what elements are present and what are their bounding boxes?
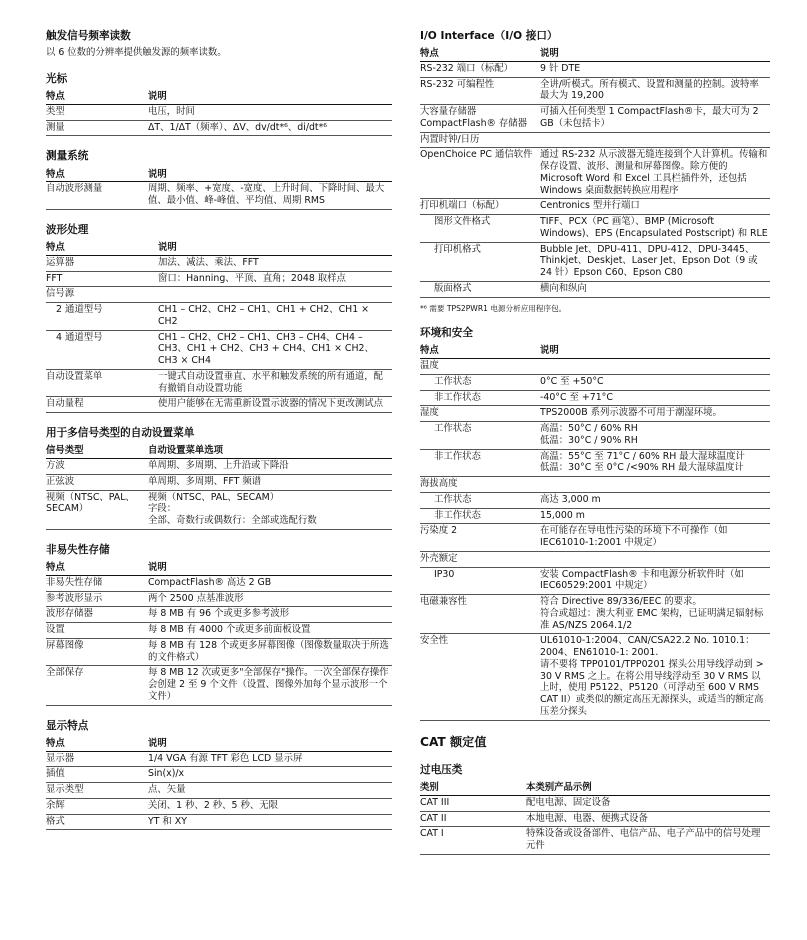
row-description: 可插入任何类型 1 CompactFlash®卡，最大可为 2 GB（未包括卡） xyxy=(540,105,770,133)
row-feature: RS-232 端口（标配） xyxy=(420,61,540,77)
footnote: *⁶ 需要 TPS2PWR1 电源分析应用程序包。 xyxy=(420,303,567,313)
column-header: 特点 xyxy=(46,90,148,104)
row-description: CH1 – CH2、CH2 – CH1、CH3 – CH4、CH4 – CH3、CH1 + CH2、CH3 + CH4、CH1 × CH2、CH3 × CH4 xyxy=(158,330,392,369)
table-row xyxy=(420,811,770,827)
row-description: 点、矢量 xyxy=(148,783,392,799)
row-description: TIFF、PCX（PC 画笔）、BMP (Microsoft Windows)、EPS (Encapsulated Postscript) 和 RLE xyxy=(540,215,770,243)
section-measure xyxy=(46,150,392,209)
right-column xyxy=(420,30,770,869)
row-feature: 波形存储器 xyxy=(46,607,148,623)
row-description: 高达 3,000 m xyxy=(540,492,770,508)
table-row xyxy=(420,132,770,148)
table-header xyxy=(420,781,770,795)
row-description: 0°C 至 +50°C xyxy=(540,374,770,390)
section-env xyxy=(420,327,770,720)
row-description: ΔT、1/ΔT（频率）、ΔV、dv/dt*⁶、di/dt*⁶ xyxy=(148,120,392,136)
row-description: YT 和 XY xyxy=(148,814,392,830)
row-feature: 参考波形显示 xyxy=(46,591,148,607)
table-row xyxy=(46,459,392,475)
section-title: 触发信号频率读数 xyxy=(46,30,131,42)
spec-table xyxy=(420,47,770,298)
row-feature: 测量 xyxy=(46,120,148,136)
table-row xyxy=(46,623,392,639)
table-header xyxy=(46,737,392,751)
row-description: CH1 – CH2、CH2 – CH1、CH1 + CH2、CH1 × CH2 xyxy=(158,303,392,331)
row-description: 15,000 m xyxy=(540,508,770,524)
row-feature: CAT II xyxy=(420,811,526,827)
column-header: 说明 xyxy=(148,561,392,575)
row-feature: FFT xyxy=(46,271,158,287)
section-display xyxy=(46,720,392,831)
table-row xyxy=(46,271,392,287)
table-row xyxy=(46,751,392,767)
table-row xyxy=(420,827,770,855)
row-feature: 打印机端口（标配） xyxy=(420,199,540,215)
table-row xyxy=(46,104,392,120)
row-feature: 显示类型 xyxy=(46,783,148,799)
table-row xyxy=(420,406,770,422)
row-description: 单周期、多周期、FFT 频谱 xyxy=(148,474,392,490)
table-header xyxy=(46,90,392,104)
section-title: 用于多信号类型的自动设置菜单 xyxy=(46,427,195,440)
row-feature: 类型 xyxy=(46,104,148,120)
row-description xyxy=(540,477,770,493)
row-feature: OpenChoice PC 通信软件 xyxy=(420,148,540,199)
table-row xyxy=(420,199,770,215)
table-row xyxy=(420,449,770,477)
row-feature: 湿度 xyxy=(420,406,540,422)
spec-table xyxy=(46,444,392,530)
column-header: 说明 xyxy=(148,737,392,751)
table-row xyxy=(46,474,392,490)
row-description: 配电电源、固定设备 xyxy=(526,795,770,811)
table-row xyxy=(46,798,392,814)
row-description: CompactFlash® 高达 2 GB xyxy=(148,575,392,591)
row-description: Sin(x)/x xyxy=(148,767,392,783)
table-header xyxy=(46,241,392,255)
row-feature: 非工作状态 xyxy=(420,508,540,524)
table-row xyxy=(46,591,392,607)
column-header: 说明 xyxy=(158,241,392,255)
row-description: 周期、频率、+宽度、-宽度、上升时间、下降时间、最大值、最小值、峰-峰值、平均值、周期 RMS xyxy=(148,182,392,210)
row-feature: 海拔高度 xyxy=(420,477,540,493)
row-description: 在可能存在导电性污染的环境下不可操作（如 IEC61010-1:2001 中规定） xyxy=(540,524,770,552)
row-feature: CAT III xyxy=(420,795,526,811)
column-header: 说明 xyxy=(148,168,392,182)
row-description: 一键式自动设置垂直、水平和触发系统的所有通道，配有撤销自动设置功能 xyxy=(158,369,392,397)
column-header: 特点 xyxy=(46,737,148,751)
row-feature: 全部保存 xyxy=(46,666,148,705)
row-description: 两个 2500 点基准波形 xyxy=(148,591,392,607)
section-title: I/O Interface（I/O 接口） xyxy=(420,30,558,42)
table-row xyxy=(420,551,770,567)
row-feature: 格式 xyxy=(46,814,148,830)
column-header: 特点 xyxy=(420,47,540,61)
table-row xyxy=(46,783,392,799)
row-description: 符合 Directive 89/336/EEC 的要求。 符合或超过：澳大利亚 EMC 架构，已证明满足辐射标准 AS/NZS 2064.1/2 xyxy=(540,595,770,634)
row-feature: 工作状态 xyxy=(420,374,540,390)
row-description: 每 8 MB 12 次或更多"全部保存"操作。一次全部保存操作会创建 2 至 9 个文件（设置、图像外加每个显示波形一个文件） xyxy=(148,666,392,705)
row-description: 每 8 MB 有 96 个或更多参考波形 xyxy=(148,607,392,623)
table-header xyxy=(420,47,770,61)
row-feature: 屏幕图像 xyxy=(46,638,148,666)
row-description: 通过 RS-232 从示波器无缝连接到个人计算机。传输和保存设置、波形、测量和屏幕图像。除方便的 Microsoft Word 和 Excel 工具栏插件外，还包括 Windows 桌面数据转换应用程序 xyxy=(540,148,770,199)
table-row xyxy=(420,148,770,199)
row-feature: 自动量程 xyxy=(46,397,158,413)
row-description: 窗口：Hanning、平顶、直角；2048 取样点 xyxy=(158,271,392,287)
column-header: 自动设置菜单选项 xyxy=(148,444,392,458)
table-row xyxy=(420,492,770,508)
table-row xyxy=(420,242,770,281)
table-row xyxy=(46,369,392,397)
row-feature: 温度 xyxy=(420,359,540,375)
row-feature: 污染度 2 xyxy=(420,524,540,552)
table-header xyxy=(46,561,392,575)
row-description: 使用户能够在无需重新设置示波器的情况下更改测试点 xyxy=(158,397,392,413)
section-title: 测量系统 xyxy=(46,150,89,163)
table-row xyxy=(420,795,770,811)
column-header: 信号类型 xyxy=(46,444,148,458)
table-row xyxy=(46,767,392,783)
table-row xyxy=(420,215,770,243)
row-feature: 非易失性存储 xyxy=(46,575,148,591)
table-row xyxy=(46,638,392,666)
table-row xyxy=(420,359,770,375)
row-feature: 版面格式 xyxy=(420,281,540,297)
row-feature: 大容量存储器 CompactFlash® 存储器 xyxy=(420,105,540,133)
row-feature: 方波 xyxy=(46,459,148,475)
table-row xyxy=(420,595,770,634)
section-cursors xyxy=(46,73,392,136)
section-title: 显示特点 xyxy=(46,719,89,732)
table-header xyxy=(46,168,392,182)
row-description: 每 8 MB 有 4000 个或更多前面板设置 xyxy=(148,623,392,639)
table-row xyxy=(420,390,770,406)
table-row xyxy=(420,281,770,297)
row-feature: 安全性 xyxy=(420,634,540,720)
section-cat xyxy=(420,735,770,750)
table-row xyxy=(420,422,770,450)
row-description: UL61010-1:2004、CAN/CSA22.2 No. 1010.1：2004、EN61010-1: 2001. 请不要将 TPP0101/TPP0201 探头公用导线浮动到 > 30 V RMS 之上。在将公用导线浮动至 30 V RMS 以上时，使用 P5122、P5120（可浮动至 600 V RMS CAT II）或类似的额定高压无源探头，或适当的额定高压差分探头 xyxy=(540,634,770,720)
section-io xyxy=(420,30,770,313)
table-row xyxy=(46,255,392,271)
row-description: 横向和纵向 xyxy=(540,281,770,297)
table-row xyxy=(46,330,392,369)
spec-table xyxy=(46,168,392,210)
column-header: 类别 xyxy=(420,781,526,795)
row-description xyxy=(158,287,392,303)
section-title: 过电压类 xyxy=(420,763,463,776)
table-row xyxy=(420,105,770,133)
row-feature: 非工作状态 xyxy=(420,390,540,406)
section-title: CAT 额定值 xyxy=(420,734,487,749)
row-description: 高温：55°C 至 71°C / 60% RH 最大湿球温度计 低温：30°C 至 0°C /<90% RH 最大湿球温度计 xyxy=(540,449,770,477)
row-description: Bubble Jet、DPU-411、DPU-412、DPU-3445、Thinkjet、Deskjet、Laser Jet、Epson Dot（9 或 24 针）Epson C60、Epson C80 xyxy=(540,242,770,281)
column-header: 特点 xyxy=(46,241,158,255)
column-header: 本类别产品示例 xyxy=(526,781,770,795)
row-description: Centronics 型并行端口 xyxy=(540,199,770,215)
section-overvolt xyxy=(420,764,770,855)
row-description: 9 针 DTE xyxy=(540,61,770,77)
row-description: -40°C 至 +71°C xyxy=(540,390,770,406)
table-row xyxy=(46,575,392,591)
row-description: 视频（NTSC、PAL、SECAM） 字段： 全部、奇数行或偶数行：全部或选配行数 xyxy=(148,490,392,529)
spec-table xyxy=(420,781,770,855)
row-feature: 工作状态 xyxy=(420,492,540,508)
row-description: 特殊设备或设备部件、电信产品、电子产品中的信号处理元件 xyxy=(526,827,770,855)
section-wave xyxy=(46,224,392,413)
left-column xyxy=(46,30,392,844)
table-row xyxy=(420,634,770,720)
row-feature: 设置 xyxy=(46,623,148,639)
row-feature: 外壳额定 xyxy=(420,551,540,567)
row-description: TPS2000B 系列示波器不可用于潮湿环境。 xyxy=(540,406,770,422)
table-row xyxy=(46,182,392,210)
row-description: 高温：50°C / 60% RH 低温：30°C / 90% RH xyxy=(540,422,770,450)
spec-table xyxy=(46,737,392,831)
row-description: 每 8 MB 有 128 个或更多屏幕图像（图像数量取决于所选的文件格式） xyxy=(148,638,392,666)
row-description xyxy=(540,551,770,567)
column-header: 说明 xyxy=(540,47,770,61)
row-description xyxy=(540,132,770,148)
table-row xyxy=(46,303,392,331)
row-description: 单周期、多周期、上升沿或下降沿 xyxy=(148,459,392,475)
row-description: 电压，时间 xyxy=(148,104,392,120)
table-row xyxy=(46,287,392,303)
section-title: 环境和安全 xyxy=(420,327,473,340)
row-feature: IP30 xyxy=(420,567,540,595)
table-row xyxy=(420,567,770,595)
column-header: 说明 xyxy=(148,90,392,104)
row-feature: 自动设置菜单 xyxy=(46,369,158,397)
spec-table xyxy=(46,90,392,136)
section-title: 光标 xyxy=(46,72,68,85)
table-row xyxy=(420,61,770,77)
row-description: 关闭、1 秒、2 秒、5 秒、无限 xyxy=(148,798,392,814)
row-feature: 插值 xyxy=(46,767,148,783)
row-feature: 电磁兼容性 xyxy=(420,595,540,634)
table-header xyxy=(420,344,770,358)
table-row xyxy=(46,397,392,413)
table-row xyxy=(420,374,770,390)
section-title: 非易失性存储 xyxy=(46,543,110,556)
spec-table xyxy=(420,344,770,720)
section-autoset xyxy=(46,427,392,530)
column-header: 说明 xyxy=(540,344,770,358)
table-row xyxy=(46,607,392,623)
column-header: 特点 xyxy=(420,344,540,358)
row-feature: 信号源 xyxy=(46,287,158,303)
row-description xyxy=(540,359,770,375)
section-intro: 以 6 位数的分辨率提供触发源的频率读数。 xyxy=(46,47,227,59)
row-feature: 显示器 xyxy=(46,751,148,767)
row-feature: RS-232 可编程性 xyxy=(420,77,540,105)
row-feature: 图形文件格式 xyxy=(420,215,540,243)
row-feature: 正弦波 xyxy=(46,474,148,490)
row-description: 全讲/听模式。所有模式、设置和测量的控制。波特率最大为 19,200 xyxy=(540,77,770,105)
table-row xyxy=(46,666,392,705)
row-feature: 运算器 xyxy=(46,255,158,271)
row-feature: 内置时钟/日历 xyxy=(420,132,540,148)
row-feature: 自动波形测量 xyxy=(46,182,148,210)
table-row xyxy=(46,814,392,830)
row-feature: 4 通道型号 xyxy=(46,330,158,369)
row-description: 本地电源、电器、便携式设备 xyxy=(526,811,770,827)
row-feature: 打印机格式 xyxy=(420,242,540,281)
table-row xyxy=(46,490,392,529)
section-storage xyxy=(46,544,392,706)
table-row xyxy=(420,524,770,552)
column-header: 特点 xyxy=(46,168,148,182)
row-feature: CAT I xyxy=(420,827,526,855)
row-description: 1/4 VGA 有源 TFT 彩色 LCD 显示屏 xyxy=(148,751,392,767)
spec-table xyxy=(46,241,392,413)
section-title: 波形处理 xyxy=(46,223,89,236)
table-row xyxy=(420,77,770,105)
row-description: 安装 CompactFlash® 卡和电源分析软件时（如 IEC60529:2001 中规定） xyxy=(540,567,770,595)
row-feature: 视频（NTSC、PAL、SECAM） xyxy=(46,490,148,529)
row-feature: 非工作状态 xyxy=(420,449,540,477)
spec-table xyxy=(46,561,392,706)
table-header xyxy=(46,444,392,458)
row-feature: 余辉 xyxy=(46,798,148,814)
table-row xyxy=(420,477,770,493)
row-feature: 工作状态 xyxy=(420,422,540,450)
table-row xyxy=(46,120,392,136)
row-description: 加法、减法、乘法、FFT xyxy=(158,255,392,271)
table-row xyxy=(420,508,770,524)
row-feature: 2 通道型号 xyxy=(46,303,158,331)
section-trigger xyxy=(46,30,392,59)
column-header: 特点 xyxy=(46,561,148,575)
